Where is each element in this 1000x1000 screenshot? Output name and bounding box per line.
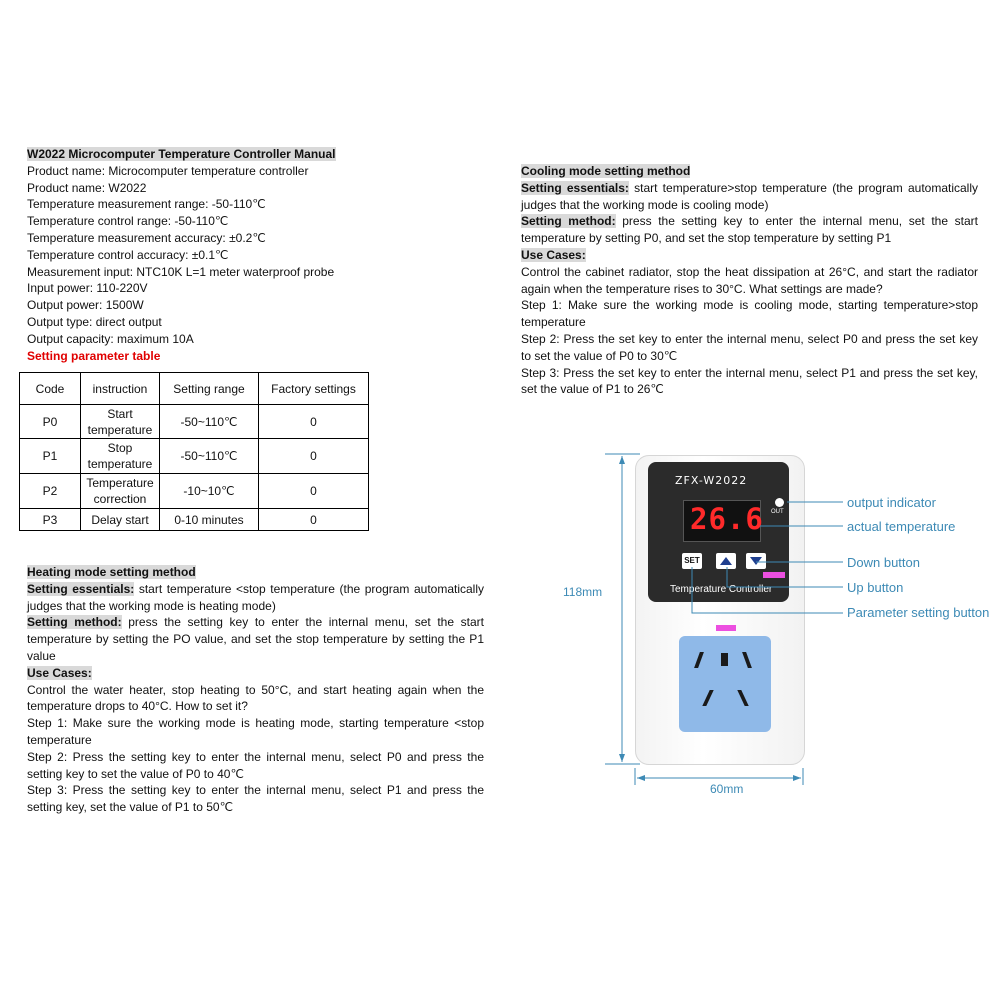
cooling-title: Cooling mode setting method (521, 164, 691, 178)
spec-line: Measurement input: NTC10K L=1 meter waterproof probe (27, 264, 335, 279)
spec-line: Temperature measurement accuracy: ±0.2℃ (27, 230, 266, 245)
table-cell: 0 (259, 439, 369, 474)
table-cell: P1 (20, 439, 81, 474)
callout-output-indicator: output indicator (847, 495, 936, 510)
spec-line: Output type: direct output (27, 314, 162, 329)
heating-case-text: Control the water heater, stop heating to 50°C, and start heating again when the temperature drops to 40°C. How to set it? (27, 682, 484, 714)
cooling-method-text: press the setting key to enter the internal menu, set the start temperature by setting P0, and set the stop temperature by setting P1 (521, 214, 978, 246)
table-cell: Temperature correction (81, 474, 160, 509)
table-cell: -10~10℃ (160, 474, 259, 509)
temperature-reading: 26.6 (690, 502, 764, 536)
cooling-essentials-text: start temperature>stop temperature (the program automatically judges that the working mode is cooling mode) (521, 180, 979, 212)
cooling-section (521, 163, 978, 398)
cooling-step-3: Step 3: Press the set key to enter the internal menu, select P1 and press the set key, set the value of P1 to 26℃ (521, 365, 978, 397)
spec-line: Product name: W2022 (27, 180, 147, 195)
cooling-step-2: Step 2: Press the set key to enter the internal menu, select P0 and press the set key to set the value of P0 to 30℃ (521, 331, 978, 363)
spec-line: Output power: 1500W (27, 298, 144, 313)
cooling-essentials-label: Setting essentials: (521, 180, 629, 195)
heating-section (27, 564, 484, 816)
table-cell: P0 (20, 405, 81, 439)
heating-step-1: Step 1: Make sure the working mode is heating mode, starting temperature <stop temperature (27, 716, 484, 747)
cooling-method-label: Setting method: (521, 214, 616, 229)
table-title: Setting parameter table (27, 348, 161, 363)
heating-cases-label: Use Cases: (27, 665, 92, 680)
table-cell: P2 (20, 474, 81, 509)
table-row (20, 474, 369, 509)
cooling-step-1: Step 1: Make sure the working mode is cooling mode, starting temperature>stop temperature (521, 298, 978, 330)
table-cell: 0 (259, 405, 369, 439)
table-header: Factory settings (259, 373, 369, 405)
heating-title: Heating mode setting method (27, 565, 196, 579)
heating-method-label: Setting method: (27, 615, 122, 630)
table-cell: 0-10 minutes (160, 509, 259, 531)
panel-label: Temperature Controller (670, 584, 773, 595)
table-row (20, 439, 369, 474)
table-cell: Stop temperature (81, 439, 160, 474)
heating-step-3: Step 3: Press the setting key to enter the internal menu, select P1 and press the setting key, set the value of P1 to 50℃ (27, 783, 484, 815)
table-cell: 0 (259, 474, 369, 509)
out-label: OUT (771, 509, 784, 515)
table-cell: P3 (20, 509, 81, 531)
table-cell: Delay start (81, 509, 160, 531)
parameter-table (19, 372, 369, 531)
heating-essentials-label: Setting essentials: (27, 581, 135, 596)
callout-up-button: Up button (847, 580, 904, 595)
table-cell: -50~110℃ (160, 439, 259, 474)
spec-line: Temperature control accuracy: ±0.1℃ (27, 247, 229, 262)
heating-essentials-text: start temperature <stop temperature (the program automatically judges that the working mode is heating mode) (27, 581, 485, 613)
width-dimension: 60mm (710, 782, 744, 796)
callout-lines (680, 490, 850, 630)
spec-line: Output capacity: maximum 10A (27, 331, 194, 346)
cooling-case-text: Control the cabinet radiator, stop the heat dissipation at 26°C, and start the radiator again when the temperature rises to 30°C. What settings are made? (521, 264, 978, 296)
cooling-cases-label: Use Cases: (521, 247, 586, 262)
table-cell: 0 (259, 509, 369, 531)
spec-line: Product name: Microcomputer temperature controller (27, 163, 309, 178)
table-header: Code (20, 373, 81, 405)
heating-method-text: press the setting key to enter the internal menu, set the start temperature by setting the PO value, and set the stop temperature by setting the P1 value (27, 615, 484, 663)
table-cell: -50~110℃ (160, 405, 259, 439)
table-header-row (20, 373, 369, 405)
table-row (20, 509, 369, 531)
spec-line: Input power: 110-220V (27, 281, 148, 296)
table-cell: Start temperature (81, 405, 160, 439)
callout-down-button: Down button (847, 555, 920, 570)
spec-line: Temperature measurement range: -50-110℃ (27, 197, 266, 212)
manual-title: W2022 Microcomputer Temperature Controller Manual (27, 147, 336, 161)
manual-specs (27, 146, 357, 364)
callout-actual-temperature: actual temperature (847, 519, 956, 534)
socket-slot (721, 653, 728, 666)
model-label: ZFX-W2022 (675, 474, 748, 487)
table-row (20, 405, 369, 439)
table-header: instruction (81, 373, 160, 405)
spec-line: Temperature control range: -50-110℃ (27, 214, 229, 229)
set-button[interactable]: SET (682, 553, 702, 569)
callout-parameter-button: Parameter setting button (847, 605, 990, 620)
heating-step-2: Step 2: Press the setting key to enter the internal menu, select P0 and press the setting key to set the value of P0 to 40℃ (27, 749, 484, 781)
power-socket (679, 636, 771, 732)
table-header: Setting range (160, 373, 259, 405)
height-dimension: 118mm (563, 585, 603, 599)
